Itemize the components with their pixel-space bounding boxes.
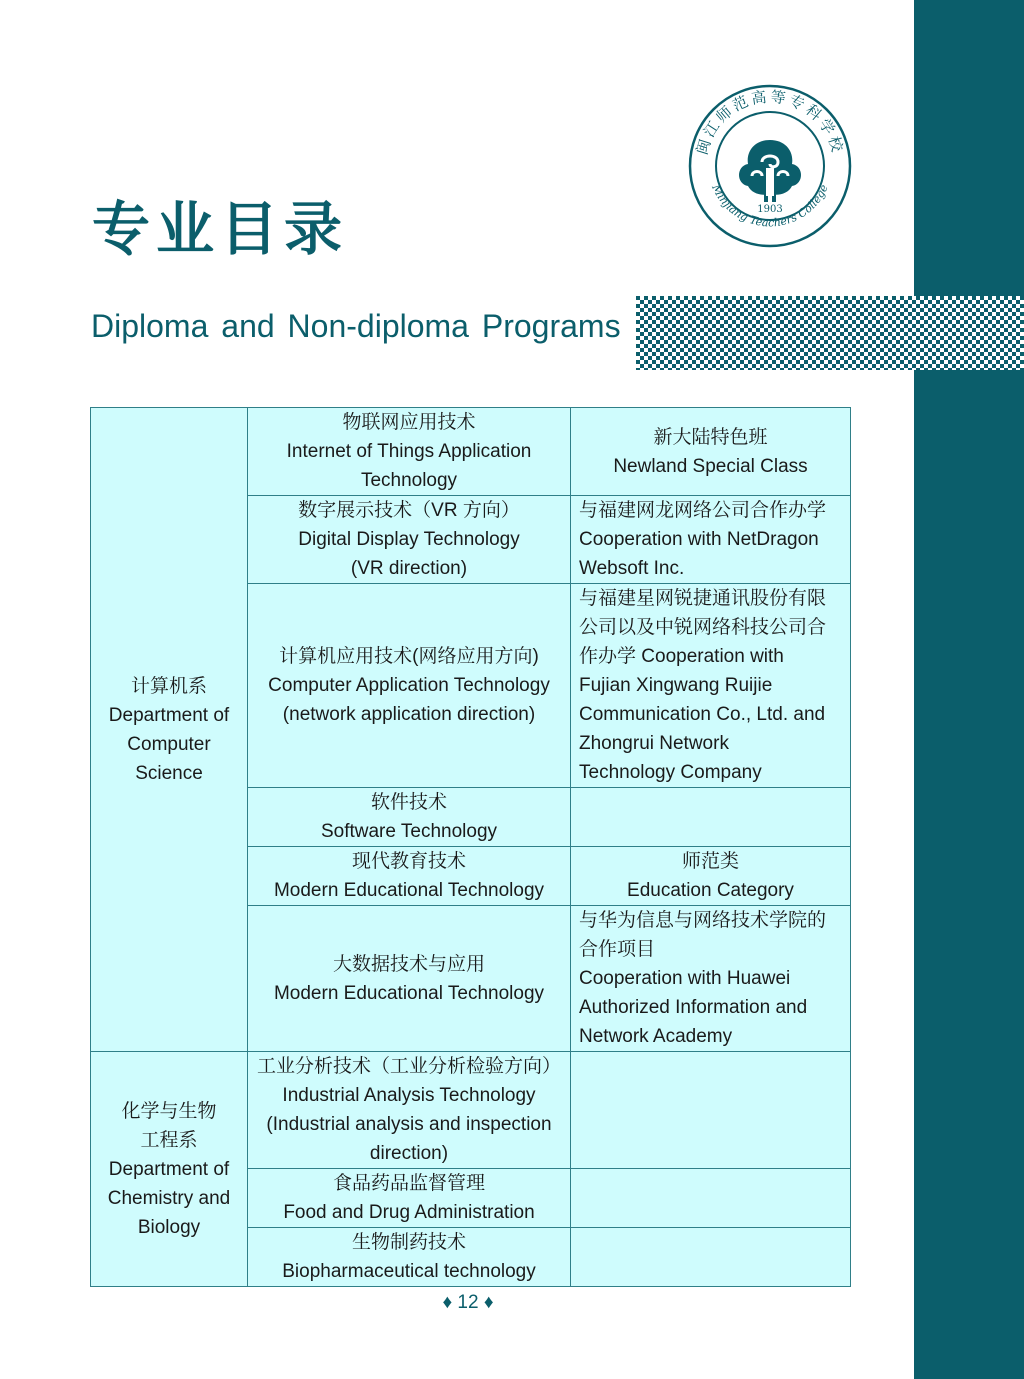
program-note-cell <box>571 496 851 584</box>
program-note-cell <box>571 788 851 847</box>
program-name-line: 数字展示技术（VR 方向） <box>298 500 520 521</box>
program-name-line: Modern Educational Technology <box>273 982 545 1004</box>
program-name-line: Computer Application Technology <box>268 675 550 696</box>
program-note-line: 作办学 Cooperation with <box>579 646 784 667</box>
program-note-cell <box>571 408 851 496</box>
department-name-line: Department of <box>108 704 230 726</box>
program-note-line: Cooperation with Huawei <box>579 968 791 989</box>
program-name-line: Modern Educational Technology <box>273 880 545 901</box>
program-note-cell <box>571 906 851 1052</box>
department-name-line: Science <box>135 762 203 784</box>
program-name-line: 食品药品监督管理 <box>332 1173 485 1194</box>
program-name-line: 生物制药技术 <box>351 1232 466 1253</box>
programs-table <box>90 407 851 1287</box>
program-name-line: 物联网应用技术 <box>342 412 476 433</box>
program-name-line: Industrial Analysis Technology <box>282 1085 536 1106</box>
program-note-line: 师范类 <box>681 851 739 872</box>
page-title-cn: 专业目录 <box>92 195 349 263</box>
program-note-cell <box>571 1169 851 1228</box>
diamond-pattern-band <box>636 296 1024 370</box>
program-note-line: Zhongrui Network <box>579 733 729 754</box>
program-note-cell <box>571 1228 851 1287</box>
program-name-line: 计算机应用技术(网络应用方向) <box>279 646 539 667</box>
program-note-line: 新大陆特色班 <box>653 426 768 448</box>
program-note-line: Technology Company <box>579 762 762 783</box>
program-note-line: 合作项目 <box>579 939 656 960</box>
department-name-line: Biology <box>137 1216 201 1238</box>
page-number: ♦ 12 ♦ <box>442 1292 494 1313</box>
program-name-cell <box>248 1169 571 1228</box>
program-note-line: Authorized Information and <box>579 997 808 1018</box>
department-name-line: 计算机系 <box>130 675 207 697</box>
program-name-cell <box>248 847 571 906</box>
logo-year: 1903 <box>757 204 783 215</box>
department-name-line: 化学与生物 <box>121 1100 217 1122</box>
program-note-line: 公司以及中锐网络科技公司合 <box>579 617 827 638</box>
program-name-line: Food and Drug Administration <box>283 1202 535 1223</box>
program-name-cell <box>248 408 571 496</box>
program-name-line: 现代教育技术 <box>351 851 466 872</box>
program-name-line: 大数据技术与应用 <box>332 953 485 975</box>
program-name-cell <box>248 496 571 584</box>
program-note-line: Network Academy <box>579 1026 733 1047</box>
department-name-line: Computer <box>127 733 211 755</box>
program-note-line: 与华为信息与网络技术学院的 <box>579 910 827 931</box>
department-cell <box>91 1052 248 1287</box>
program-name-line: 工业分析技术（工业分析检验方向） <box>256 1056 561 1077</box>
program-note-cell <box>571 847 851 906</box>
program-name-line: 软件技术 <box>370 792 447 813</box>
program-name-line: direction) <box>369 1143 449 1164</box>
program-name-line: (VR direction) <box>350 558 468 579</box>
program-note-line: 与福建网龙网络公司合作办学 <box>579 500 827 521</box>
logo-ring-text-en: Minjiang Teachers College <box>709 182 831 230</box>
program-row <box>91 408 851 496</box>
college-logo <box>688 84 852 248</box>
programs-table-body <box>91 408 851 1287</box>
program-row <box>91 1052 851 1169</box>
program-note-cell <box>571 1052 851 1169</box>
program-note-line: Websoft Inc. <box>579 558 685 579</box>
program-name-cell <box>248 1052 571 1169</box>
logo-ring-text-cn: 闽江师范高等专科学校 <box>692 87 848 157</box>
program-name-line: (Industrial analysis and inspection <box>266 1114 552 1135</box>
side-color-bar <box>914 0 1024 1379</box>
program-note-line: Education Category <box>627 880 794 901</box>
program-note-line: Cooperation with NetDragon <box>579 529 819 550</box>
department-cell <box>91 408 248 1052</box>
program-name-cell <box>248 1228 571 1287</box>
department-name-line: 工程系 <box>140 1129 198 1151</box>
page-title-en: Diploma and Non-diploma Programs <box>91 308 621 344</box>
program-note-line: Newland Special Class <box>613 455 808 477</box>
program-name-cell <box>248 584 571 788</box>
program-name-line: Technology <box>360 470 458 491</box>
program-note-line: Communication Co., Ltd. and <box>579 704 826 725</box>
program-name-line: Biopharmaceutical technology <box>282 1261 536 1282</box>
program-name-line: (network application direction) <box>282 704 536 725</box>
program-name-line: Digital Display Technology <box>298 529 520 550</box>
department-name-line: Chemistry and <box>107 1187 231 1209</box>
department-name-line: Department of <box>108 1158 230 1180</box>
program-note-line: 与福建星网锐捷通讯股份有限 <box>579 588 827 609</box>
program-name-cell <box>248 788 571 847</box>
program-name-line: Internet of Things Application <box>286 441 532 462</box>
program-name-line: Software Technology <box>320 821 498 842</box>
program-name-cell <box>248 906 571 1052</box>
program-note-line: Fujian Xingwang Ruijie <box>579 675 773 696</box>
program-note-cell <box>571 584 851 788</box>
